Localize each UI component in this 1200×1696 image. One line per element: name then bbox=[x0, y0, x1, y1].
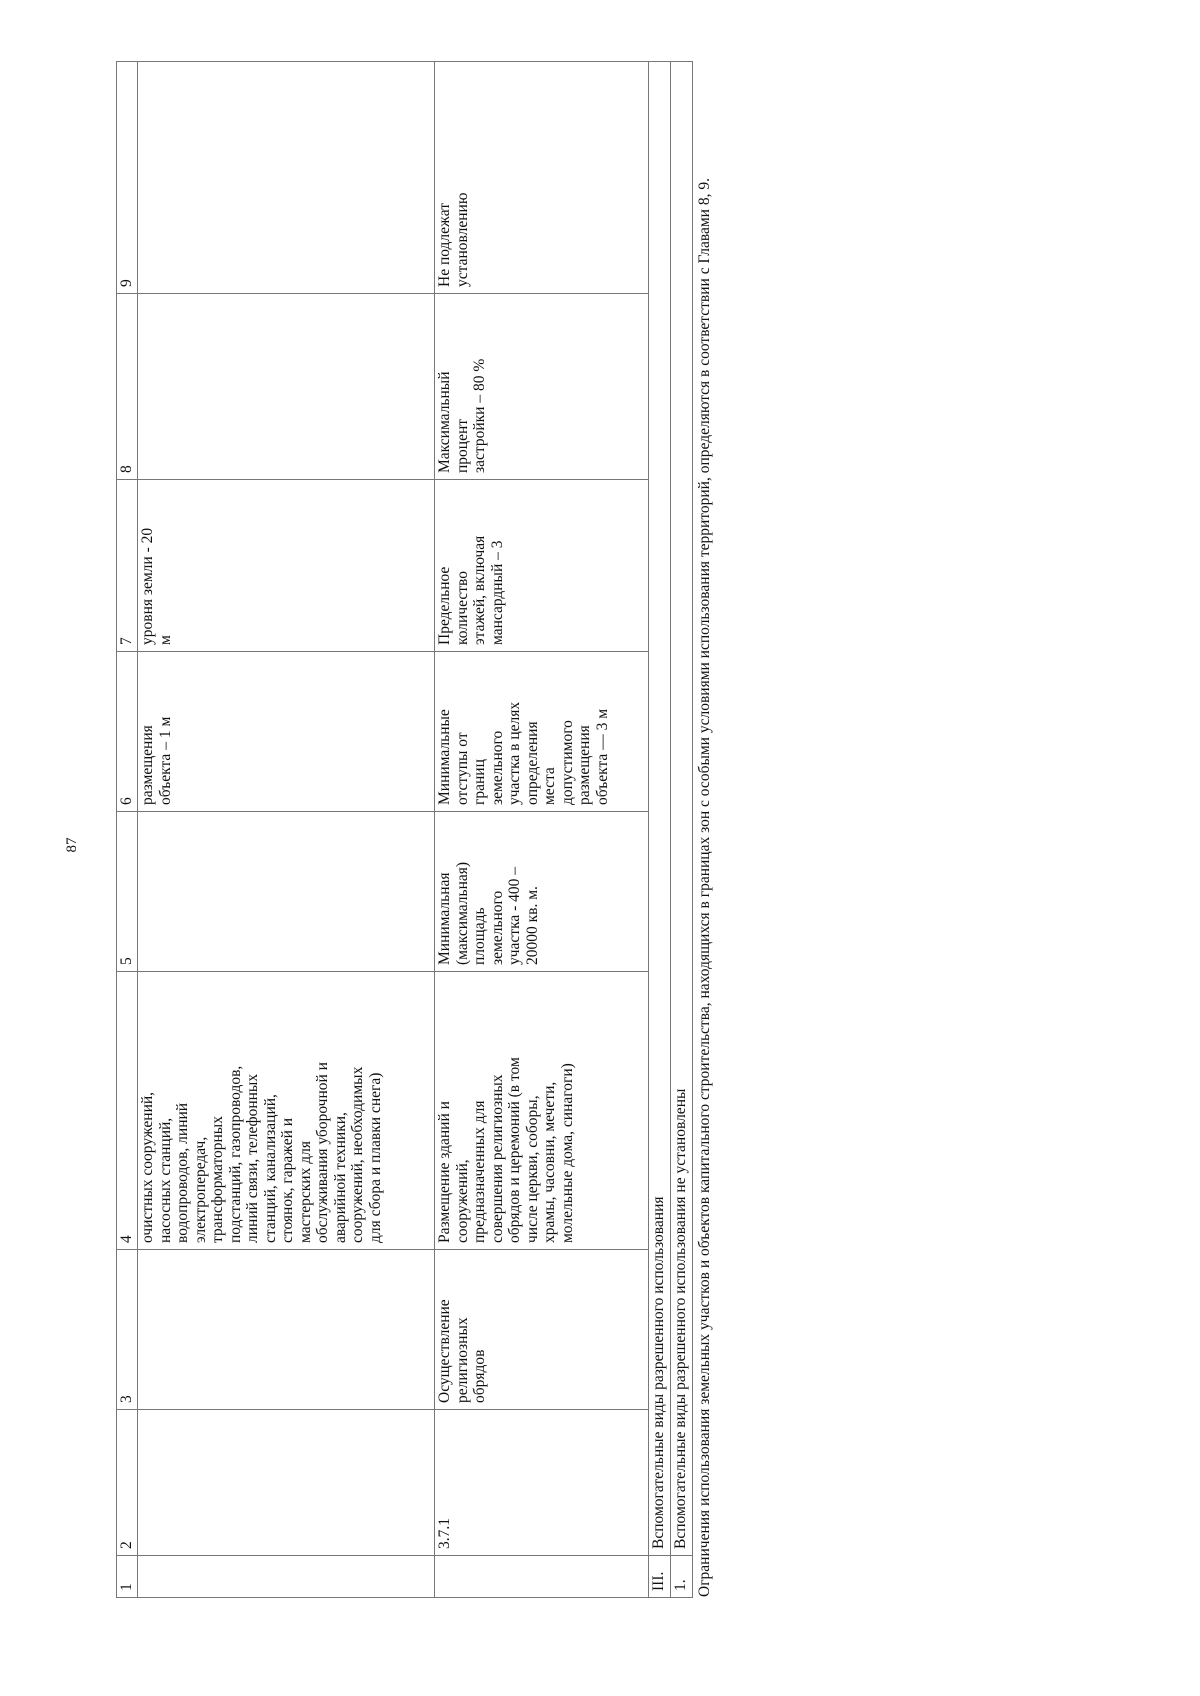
table-cell bbox=[138, 1250, 435, 1410]
rotated-page-content bbox=[116, 62, 816, 1598]
header-cell: 1 bbox=[117, 1556, 138, 1598]
header-cell: 8 bbox=[117, 294, 138, 480]
section-title: Вспомогательные виды разрешенного использования bbox=[649, 62, 671, 1556]
header-cell: 3 bbox=[117, 1250, 138, 1410]
footnote: Ограничения использования земельных участков и объектов капитального строительства, находящихся в границах зон с особыми условиями использования территорий, определяются в соответствии с Главами 8, 9. bbox=[696, 178, 713, 1597]
table-cell bbox=[435, 1556, 649, 1598]
table-cell-plot-area: Минимальная (максимальная) площадь земельного участка - 400 – 20000 кв. м. bbox=[435, 812, 649, 972]
table-cell-height: уровня земли - 20 м bbox=[138, 480, 435, 652]
header-cell: 6 bbox=[117, 652, 138, 812]
page-number: 87 bbox=[64, 837, 80, 853]
table-cell bbox=[138, 1556, 435, 1598]
item-number: 1. bbox=[671, 1556, 693, 1598]
table-row-3-7-1 bbox=[435, 62, 649, 1598]
header-cell: 9 bbox=[117, 62, 138, 294]
header-cell: 2 bbox=[117, 1410, 138, 1556]
item-row-1 bbox=[671, 62, 693, 1598]
table-cell-use-name: Осуществление религиозных обрядов bbox=[435, 1250, 649, 1410]
header-cell: 7 bbox=[117, 480, 138, 652]
table-cell-other: Не подлежат установлению bbox=[435, 62, 649, 294]
table-cell-setback: размещения объекта – 1 м bbox=[138, 652, 435, 812]
table-row-continued bbox=[138, 62, 435, 1598]
table-header-row bbox=[117, 62, 138, 1598]
table-cell bbox=[138, 294, 435, 480]
table-cell bbox=[138, 62, 435, 294]
table-cell bbox=[138, 812, 435, 972]
header-cell: 4 bbox=[117, 972, 138, 1250]
table-cell-code: 3.7.1 bbox=[435, 1410, 649, 1556]
table-cell bbox=[138, 1410, 435, 1556]
table-cell-use-description: очистных сооружений, насосных станций, водопроводов, линий электропередач, трансформаторных подстанций, газопроводов, линий связи, телефонных станций, канализаций, стоянок, гаражей и мастерских для обслуживания уборочной и аварийной техники, сооружений, необходимых для сбора и плавки снега) bbox=[138, 972, 435, 1250]
regulations-table bbox=[116, 61, 693, 1598]
header-cell: 5 bbox=[117, 812, 138, 972]
table-cell-setback: Минимальные отступы от границ земельного участка в целях определения места допустимого размещения объекта — 3 м bbox=[435, 652, 649, 812]
table-cell-coverage: Максимальный процент застройки – 80 % bbox=[435, 294, 649, 480]
table-cell-use-description: Размещение зданий и сооружений, предназначенных для совершения религиозных обрядов и церемоний (в том числе церкви, соборы, храмы, часовни, мечети, молельные дома, синагоги) bbox=[435, 972, 649, 1250]
table-cell-floors: Предельное количество этажей, включая мансардный – 3 bbox=[435, 480, 649, 652]
section-number: III. bbox=[649, 1556, 671, 1598]
section-row-iii bbox=[649, 62, 671, 1598]
item-text: Вспомогательные виды разрешенного использования не установлены bbox=[671, 62, 693, 1556]
